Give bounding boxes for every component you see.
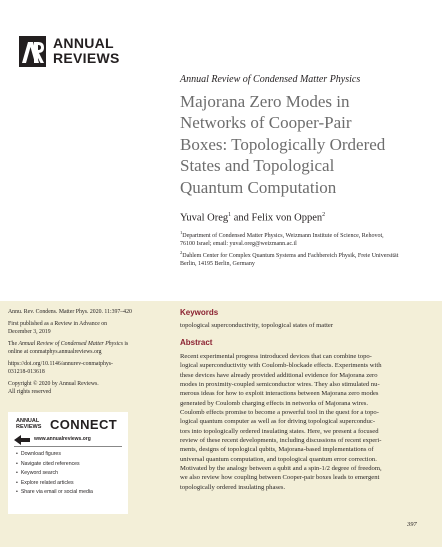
affiliation-line: Dahlem Center for Complex Quantum Systems and Fachbereich Physik, Freie Universität [182, 253, 399, 259]
connect-ar-line: REVIEWS [16, 424, 42, 430]
affiliation-line: 76100 Israel; email: yuval.oreg@weizmann.ac.il [180, 241, 297, 248]
connect-feature-item: • Navigate cited references [16, 460, 93, 470]
online-post: is [122, 341, 129, 347]
abstract-line: Recent experimental progress introduced devices that can combine topo- [180, 353, 372, 360]
author-separator: and [231, 212, 252, 224]
online-pre: The [8, 341, 19, 347]
connect-header [16, 418, 121, 434]
first-published [8, 320, 168, 336]
citation [8, 308, 168, 316]
abstract-line: modes in proximity-coupled semiconductor wires. They also stimulated nu- [180, 381, 380, 389]
connect-feature-item: • Download figures [16, 450, 93, 460]
affiliation-line: Berlin, 14195 Berlin, Germany [180, 261, 255, 268]
connect-feature-item: • Share via email or social media [16, 488, 93, 498]
abstract-heading: Abstract [180, 338, 213, 347]
connect-ar-line: ANNUAL [16, 418, 40, 424]
online-url[interactable]: online at conmatphys.annualreviews.org [8, 349, 102, 355]
author-name: Yuval Oreg [180, 212, 229, 224]
affiliation [180, 249, 420, 269]
abstract-line: universal quantum computation, and topological quantum error correction. [180, 455, 377, 463]
doi[interactable] [8, 360, 168, 376]
title-line: Majorana Zero Modes in [180, 92, 350, 111]
affiliation-mark: 2 [180, 250, 183, 255]
affiliation [180, 229, 420, 249]
online-journal: Annual Review of Condensed Matter Physics [18, 341, 123, 347]
page-number: 397 [407, 521, 417, 528]
author-affil-mark: 1 [228, 212, 232, 218]
online-line [8, 340, 168, 348]
abstract-line: these devices have already provided additional evidence for Majorana zero [180, 371, 378, 379]
online-info [8, 340, 168, 356]
abstract-line: review of these recent developments, including discussions of recent experi- [180, 437, 382, 445]
doi-line[interactable]: https://doi.org/10.1146/annurev-conmatphys- [8, 361, 113, 367]
abstract-line: logical superconductivity with Coulomb-blockade effects. Experiments with [180, 362, 382, 370]
abstract-line: Coulomb effects promise to become a powerful tool in the quest for a topo- [180, 409, 379, 417]
author-name: Felix von Oppen [251, 212, 323, 224]
first-published-line: December 3, 2019 [8, 329, 51, 335]
title-line: Networks of Cooper-Pair [180, 113, 352, 133]
abstract-line: merous ideas for how to exploit interactions between Majorana zero modes [180, 390, 379, 398]
doi-line[interactable]: 031218-013618 [8, 369, 45, 375]
journal-name: Annual Review of Condensed Matter Physics [180, 74, 361, 85]
connect-divider [14, 446, 122, 447]
abstract-line: logical quantum computer as well as for driving topological superconduc- [180, 418, 376, 426]
affiliation-mark: 1 [180, 230, 183, 235]
title-line: Boxes: Topologically Ordered [180, 134, 386, 154]
connect-feature-item: • Explore related articles [16, 479, 93, 489]
copyright [8, 380, 168, 396]
logo-word-reviews: REVIEWS [53, 50, 120, 66]
keywords-heading: Keywords [180, 308, 219, 317]
abstract-line: ments, designs of topological qubits, Majorana-based implementations of [180, 446, 374, 454]
abstract-line: generated by Coulomb charging effects in networks of Majorana wires. [180, 399, 368, 407]
connect-wordmark: CONNECT [50, 417, 118, 432]
logo-word-annual: ANNUAL [53, 35, 114, 51]
author-affil-mark: 2 [322, 212, 326, 218]
authors [180, 212, 325, 224]
arrow-left-icon [14, 435, 30, 445]
annual-reviews-logo-icon [19, 36, 46, 67]
logo-wordmark [53, 36, 120, 66]
abstract-line: Motivated by the analogy between a qubit and a spin-1/2 degree of freedom, [180, 465, 382, 473]
annual-reviews-logo [19, 34, 169, 68]
abstract-text [180, 352, 425, 492]
copyright-line: Copyright © 2020 by Annual Reviews. [8, 381, 99, 387]
title-line: Quantum Computation [180, 177, 337, 197]
first-published-line: First published as a Review in Advance on [8, 321, 108, 327]
connect-feature-item: • Keyword search [16, 469, 93, 479]
article-info-sidebar [8, 308, 168, 400]
keywords-text: topological superconductivity, topological states of matter [180, 322, 334, 329]
title-line: States and Topological [180, 156, 335, 176]
connect-ar-logo [16, 418, 41, 430]
abstract-line: we also review how coupling between Cooper-pair boxes leads to emergent [180, 474, 380, 482]
citation-text: Annu. Rev. Condens. Matter Phys. 2020. 11:397–420 [8, 309, 132, 315]
article-title [180, 91, 420, 198]
affiliation-line: Department of Condensed Matter Physics, Weizmann Institute of Science, Rehovot, [182, 233, 384, 239]
abstract-line: topologically ordered insulating phases. [180, 483, 286, 491]
annual-reviews-connect-box[interactable] [8, 412, 128, 514]
abstract-line: tors into topologically ordered insulating states. Here, we present a focused [180, 427, 379, 435]
copyright-line: All rights reserved [8, 389, 52, 395]
connect-url[interactable]: www.annualreviews.org [34, 436, 91, 442]
connect-features [16, 450, 93, 498]
